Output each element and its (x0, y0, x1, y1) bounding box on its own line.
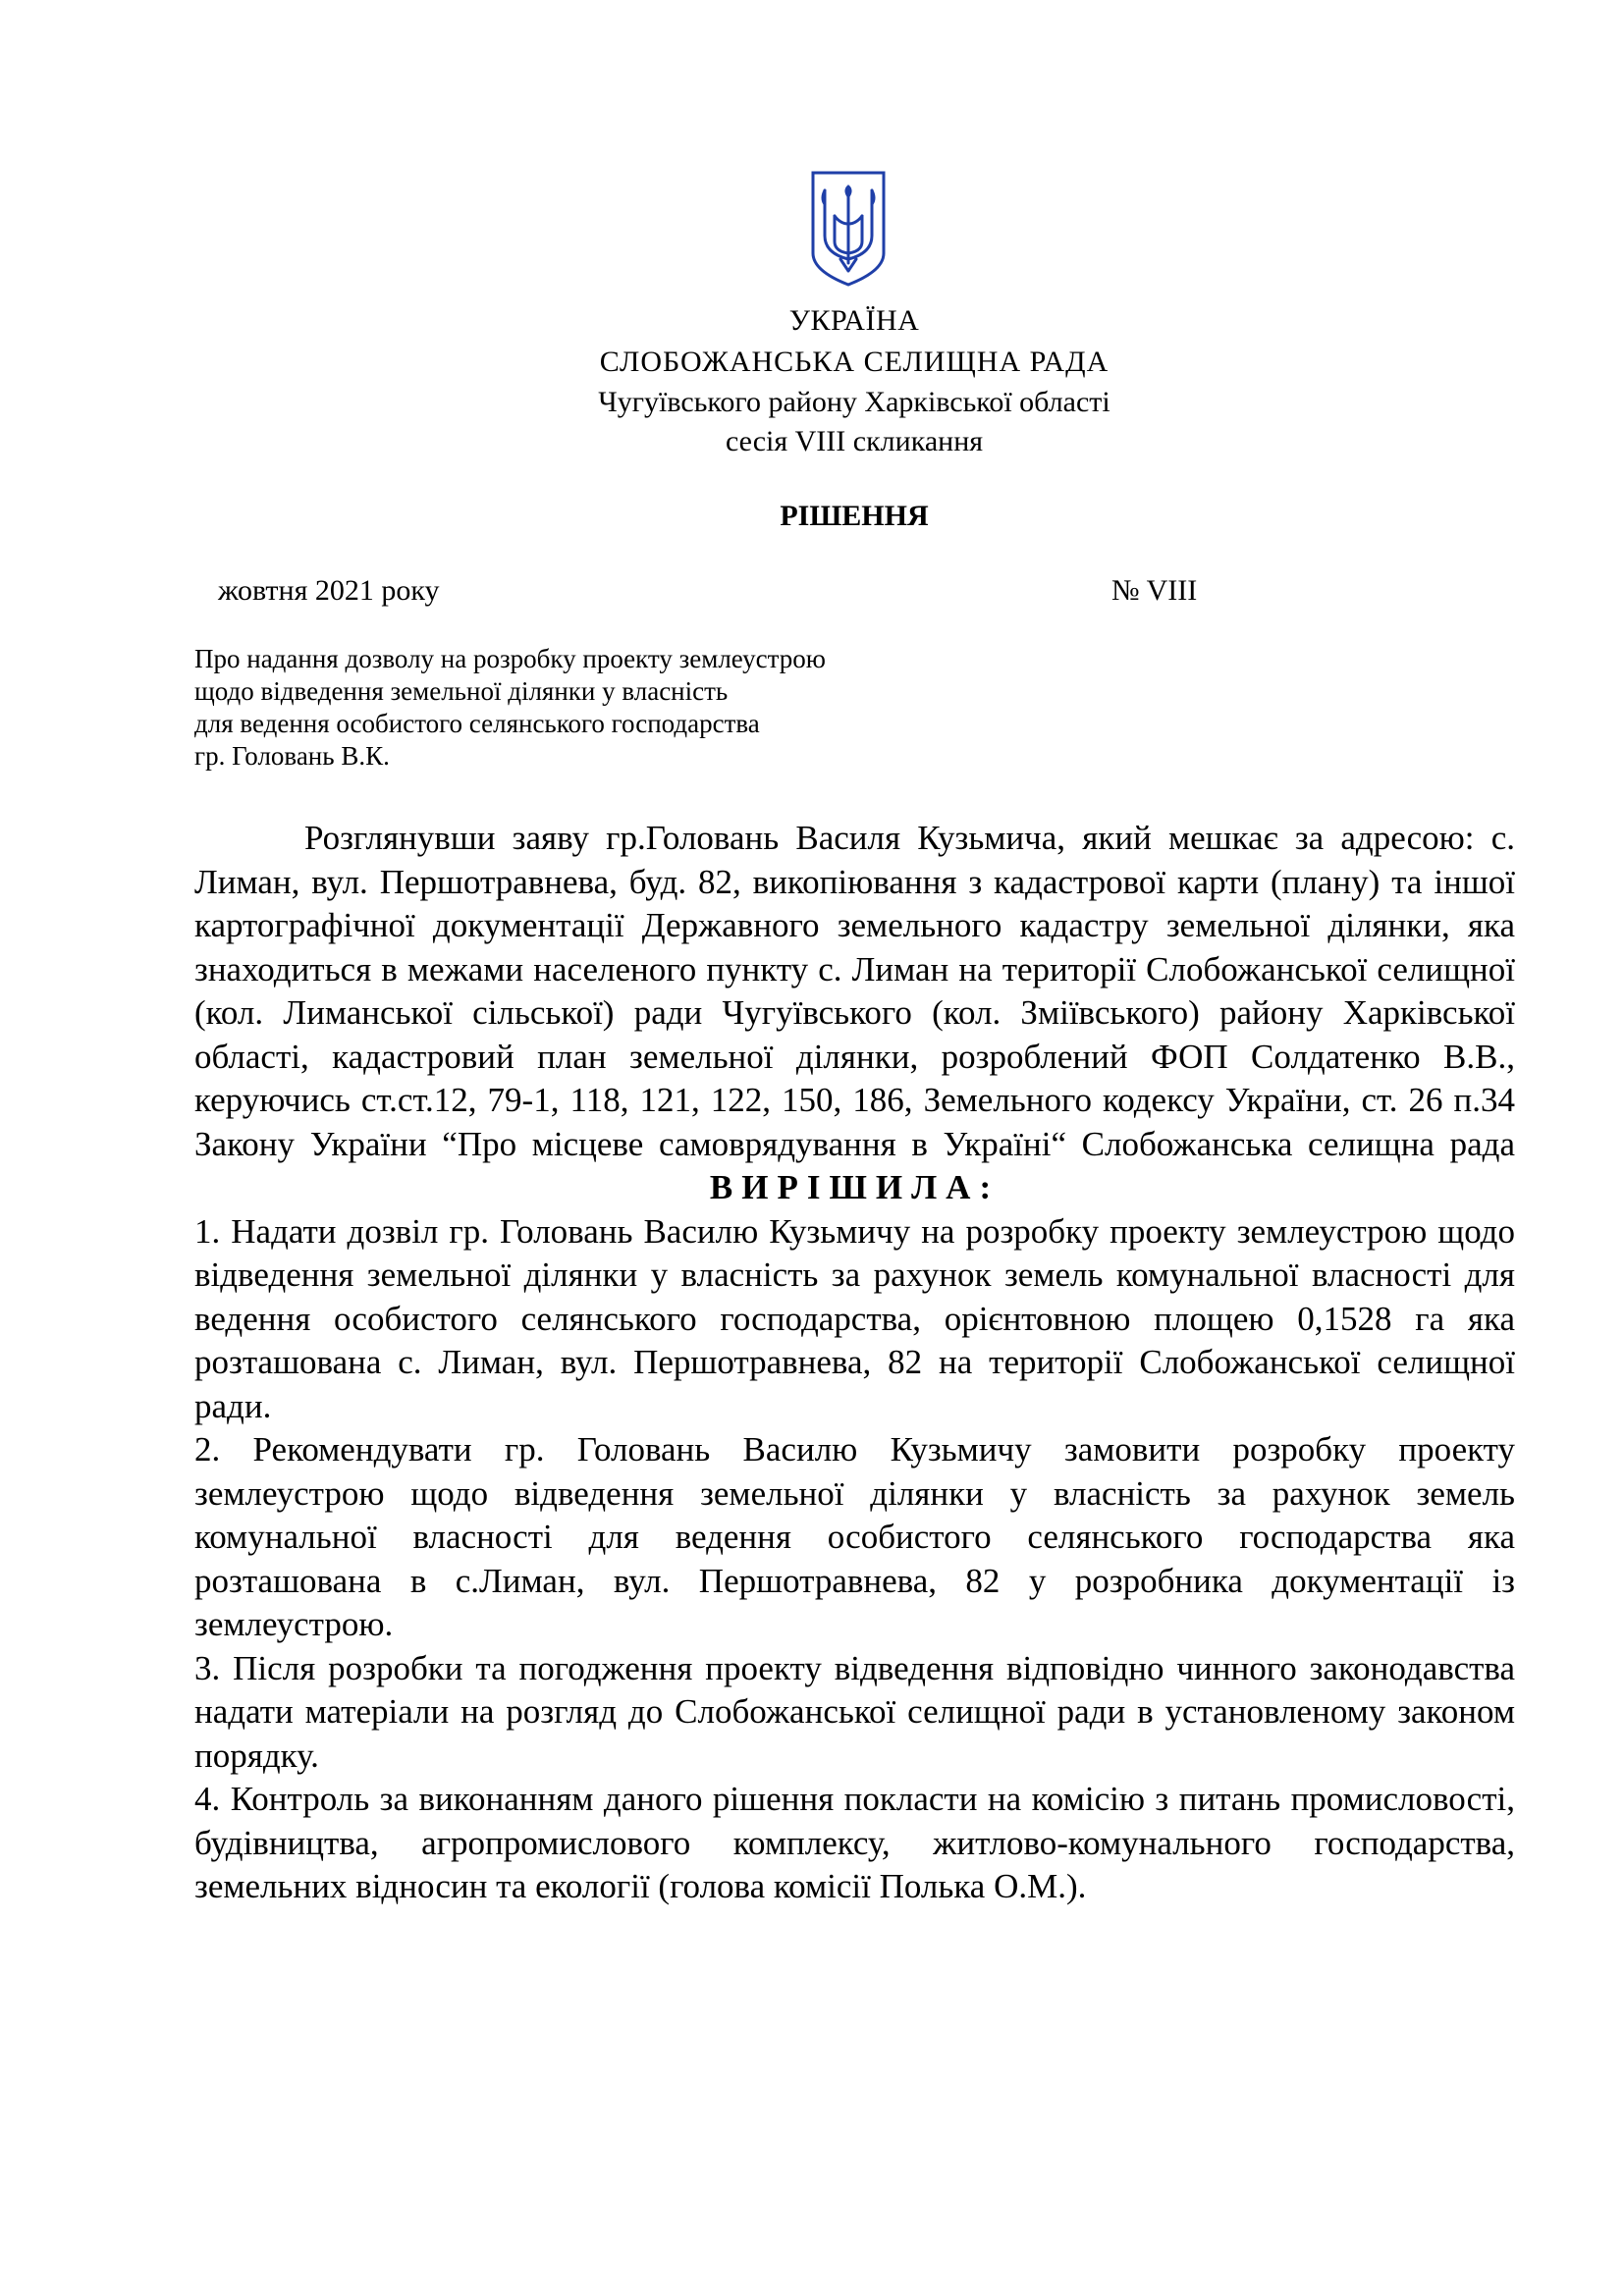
decision-item: 2. Рекомендувати гр. Головань Василю Кузьмичу замовити розробку проекту землеустрою щодо відведення земельної ділянки у власність за рахунок земель комунальної власності для ведення особистого селянського господарства яка розташована в с.Лиман, вул. Першотравнева, 82 у розробника документації із землеустрою. (194, 1430, 1515, 1643)
header-country: УКРАЇНА (788, 304, 920, 337)
document-number: № VIII (1111, 574, 1198, 607)
decision-item: 1. Надати дозвіл гр. Головань Василю Кузьмичу на розробку проекту землеустрою щодо відведення земельної ділянки у власність за рахунок земель комунальної власності для ведення особистого селянського господарства, орієнтовною площею 0,1528 га яка розташована с. Лиман, вул. Першотравнева, 82 на території Слобожанської селищної ради. (194, 1211, 1515, 1425)
subject-line: Про надання дозволу на розробку проекту землеустрою (194, 644, 826, 673)
document-title: РІШЕННЯ (780, 500, 929, 532)
header-council: СЛОБОЖАНСЬКА СЕЛИЩНА РАДА (599, 346, 1110, 378)
decision-item: 3. Після розробки та погодження проекту відведення відповідно чинного законодавства надати матеріали на розгляд до Слобожанської селищної ради в установленому законом порядку. (194, 1648, 1515, 1775)
subject-line: гр. Головань В.К. (194, 741, 390, 771)
resolved-heading: ВИРІШИЛА: (709, 1168, 1001, 1206)
decision-item: 4. Контроль за виконанням даного рішення покласти на комісію з питань промисловості, будівництва, агропромислового комплексу, житлово-комунального господарства, земельних відносин та екології (голова комісії Полька О.М.). (194, 1780, 1515, 1905)
trident-icon (809, 169, 888, 289)
preamble-paragraph: Розглянувши заяву гр.Головань Василя Кузьмича, який мешкає за адресою: с. Лиман, вул. Першотравнева, буд. 82, викопіювання з кадастрової карти (плану) та іншої картографічної документації Державного земельного кадастру земельної ділянки, яка знаходиться в межами населеного пункту с. Лиман на території Слобожанської селищної (кол. Лиманської сільської) ради Чугуївського (кол. Зміївського) району Харківської області, кадастровий план земельної ділянки, розроблений ФОП Солдатенко В.В., керуючись ст.ст.12, 79-1, 118, 121, 122, 150, 186, Земельного кодексу України, ст. 26 п.34 Закону України “Про місцеве самоврядування в Україні“ Слобожанська селищна рада (194, 819, 1515, 1163)
document-body (194, 817, 1515, 1909)
document-subject (194, 643, 980, 773)
header-session: сесія VIII скликання (725, 425, 984, 457)
header-region: Чугуївського району Харківської області (598, 386, 1110, 418)
document-date: жовтня 2021 року (218, 574, 440, 607)
subject-line: щодо відведення земельної ділянки у власність (194, 676, 729, 706)
subject-line: для ведення особистого селянського господарства (194, 709, 760, 738)
